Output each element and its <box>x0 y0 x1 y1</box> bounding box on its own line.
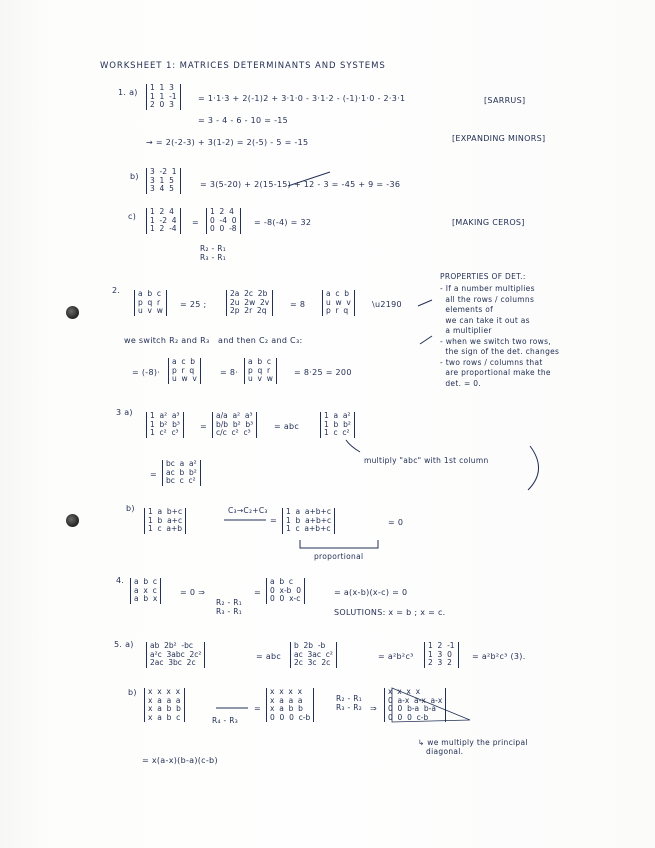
ex1-b-line: = 3(5-20) + 2(15-15) + 12 - 3 = -45 + 9 = -36 <box>200 180 401 189</box>
ex4-eq1: = 0 ⇒ <box>180 588 206 597</box>
ex3-matrix-4: bc a a² ac b b² bc c c² <box>162 460 201 486</box>
ex3-matrix-5: 1 a b+c 1 b a+c 1 c a+b <box>144 508 186 534</box>
ex3-eq-after-op: = <box>270 516 278 525</box>
ex2-eq3: = 8· <box>220 368 239 377</box>
ex5-diagonal-note: ↳ we multiply the principal diagonal. <box>418 738 528 756</box>
ex2-eq2: = 8 <box>290 300 306 309</box>
ex1-a-sarrus-line: = 1·1·3 + 2(-1)2 + 3·1·0 - 3·1·2 - (-1)·1·0 - 2·3·1 <box>198 94 406 103</box>
ex3-eq5: = 0 <box>388 518 404 527</box>
ex5-b-label: b) <box>128 688 137 697</box>
ex3-eq2: = abc <box>274 422 300 431</box>
properties-arrow-1 <box>418 300 432 306</box>
ex1-b-matrix: 3 -2 1 3 1 5 3 4 5 <box>146 168 181 194</box>
ex3-matrix-6: 1 a a+b+c 1 b a+b+c 1 c a+b+c <box>282 508 335 534</box>
ex5-matrix-6: x x x x 0 a-x a-x a-x 0 0 b-a b-a 0 0 0 c-b <box>384 688 446 722</box>
ex1-a-minors-line: → = 2(-2-3) + 3(1-2) = 2(-5) - 5 = -15 <box>146 138 309 147</box>
ex2-label: 2. <box>112 286 121 295</box>
ex2-matrix-4: a c b p r q u w v <box>168 358 201 384</box>
ex2-switch-line: we switch R₂ and R₃ and then C₂ and C₃: <box>124 336 303 345</box>
ex5-eq1: = abc <box>256 652 282 661</box>
ex1-c-matrix-1: 1 2 4 1 -2 4 1 2 -4 <box>146 208 181 234</box>
ex2-eq1: = 25 ; <box>180 300 207 309</box>
ex2-matrix-5: a b c p q r u v w <box>244 358 277 384</box>
ex5-matrix-3: 1 2 -1 1 3 0 2 3 2 <box>424 642 459 668</box>
ex5-eq3: = a²b²c³ (3). <box>472 652 526 661</box>
ex4-matrix-1: a b c a x c a b x <box>130 578 161 604</box>
ex5-matrix-5: x x x x x a a a x a b b 0 0 0 c-b <box>266 688 314 722</box>
ex5-diagonal-triangle <box>392 688 470 722</box>
ex3-matrix-2: a/a a² a³ b/b b² b³ c/c c² c³ <box>212 412 257 438</box>
ex5-op2: R₂ - R₁ R₃ - R₂ <box>336 694 363 712</box>
ex5-eq4: ⇒ <box>370 704 378 713</box>
ex1-a-minors-tag: [EXPANDING MINORS] <box>452 134 546 143</box>
ex5-eq-mid: = <box>254 704 262 713</box>
ex4-matrix-2: a b c 0 x-b 0 0 0 x-c <box>266 578 305 604</box>
ex1-c-matrix-2: 1 2 4 0 -4 0 0 0 -8 <box>206 208 241 234</box>
ex2-result: = 8·25 = 200 <box>294 368 352 377</box>
ex3-eq1: = <box>200 422 208 431</box>
ex2-pre: = (-8)· <box>132 368 161 377</box>
ex1-a-sarrus-tag: [SARRUS] <box>484 96 526 105</box>
ex3-multiply-note: multiply "abc" with 1st column <box>364 456 489 465</box>
ex1-c-row-ops: R₂ - R₁ R₃ - R₁ <box>200 244 227 262</box>
ex3-a-label: 3 a) <box>116 408 133 417</box>
ex3-matrix-1: 1 a² a³ 1 b² b³ 1 c² c³ <box>146 412 184 438</box>
ex2-matrix-1: a b c p q r u v w <box>134 290 167 316</box>
worksheet-title: WORKSHEET 1: MATRICES DETERMINANTS AND SYSTEMS <box>100 61 386 71</box>
ex3-proportional-label: proportional <box>314 552 364 561</box>
ex5-a-label: 5. a) <box>114 640 134 649</box>
ex1-b-strike <box>288 172 330 186</box>
ex5-eq2: = a²b²c³ <box>378 652 414 661</box>
ex4-eq-mid: = <box>254 588 262 597</box>
ex3-matrix-3: 1 a a² 1 b b² 1 c c² <box>320 412 355 438</box>
ex5-matrix-2: b 2b -b ac 3ac c² 2c 3c 2c <box>290 642 337 668</box>
ex4-row-ops: R₂ - R₁ R₃ - R₁ <box>216 598 243 616</box>
ex5-matrix-1: ab 2b² -bc a²c 3abc 2c² 2ac 3bc 2c <box>146 642 205 668</box>
ex2-matrix-3: a c b u w v p r q <box>322 290 355 316</box>
ex1-a-sarrus-result: = 3 - 4 - 6 - 10 = -15 <box>198 116 289 125</box>
ex3-eq4: = <box>150 470 158 479</box>
ex1-c-line: = -8(-4) = 32 <box>254 218 312 227</box>
ex3-note-arrow <box>346 440 360 452</box>
ex4-eq2: = a(x-b)(x-c) = 0 <box>334 588 408 597</box>
ex5-matrix-4: x x x x x a a a x a b b x a b c <box>144 688 185 722</box>
properties-arrow-2 <box>420 336 432 344</box>
ex1-c-equals: = <box>192 218 200 227</box>
ex1-b-label: b) <box>130 172 139 181</box>
ex1-a-label: 1. a) <box>118 88 138 97</box>
ex4-solutions: SOLUTIONS: x = b ; x = c. <box>334 608 446 617</box>
ex3-curve-arrow <box>528 446 539 490</box>
ex3-proportional-bracket <box>300 540 378 548</box>
ex5-op1: R₄ - R₃ <box>212 716 239 725</box>
ex1-c-tag: [MAKING CEROS] <box>452 218 525 227</box>
ex1-a-matrix: 1 1 3 1 1 -1 2 0 3 <box>146 84 181 110</box>
ex2-arrow: \u2190 <box>372 300 402 309</box>
ex5-b-result: = x(a-x)(b-a)(c-b) <box>142 756 218 765</box>
ex3-b-label: b) <box>126 504 135 513</box>
properties-list: - If a number multiplies all the rows / columns elements of we can take it out as a multiplier - when we switch two rows, the sign of the det. changes - two rows / columns that are proportional make the det. = 0. <box>440 284 560 388</box>
properties-heading: PROPERTIES OF DET.: <box>440 272 526 281</box>
ex3-column-op: C₃→C₂+C₃ <box>228 506 268 515</box>
ex2-matrix-2: 2a 2c 2b 2u 2w 2v 2p 2r 2q <box>226 290 273 316</box>
ex4-label: 4. <box>116 576 125 585</box>
ex1-c-label: c) <box>128 212 137 221</box>
